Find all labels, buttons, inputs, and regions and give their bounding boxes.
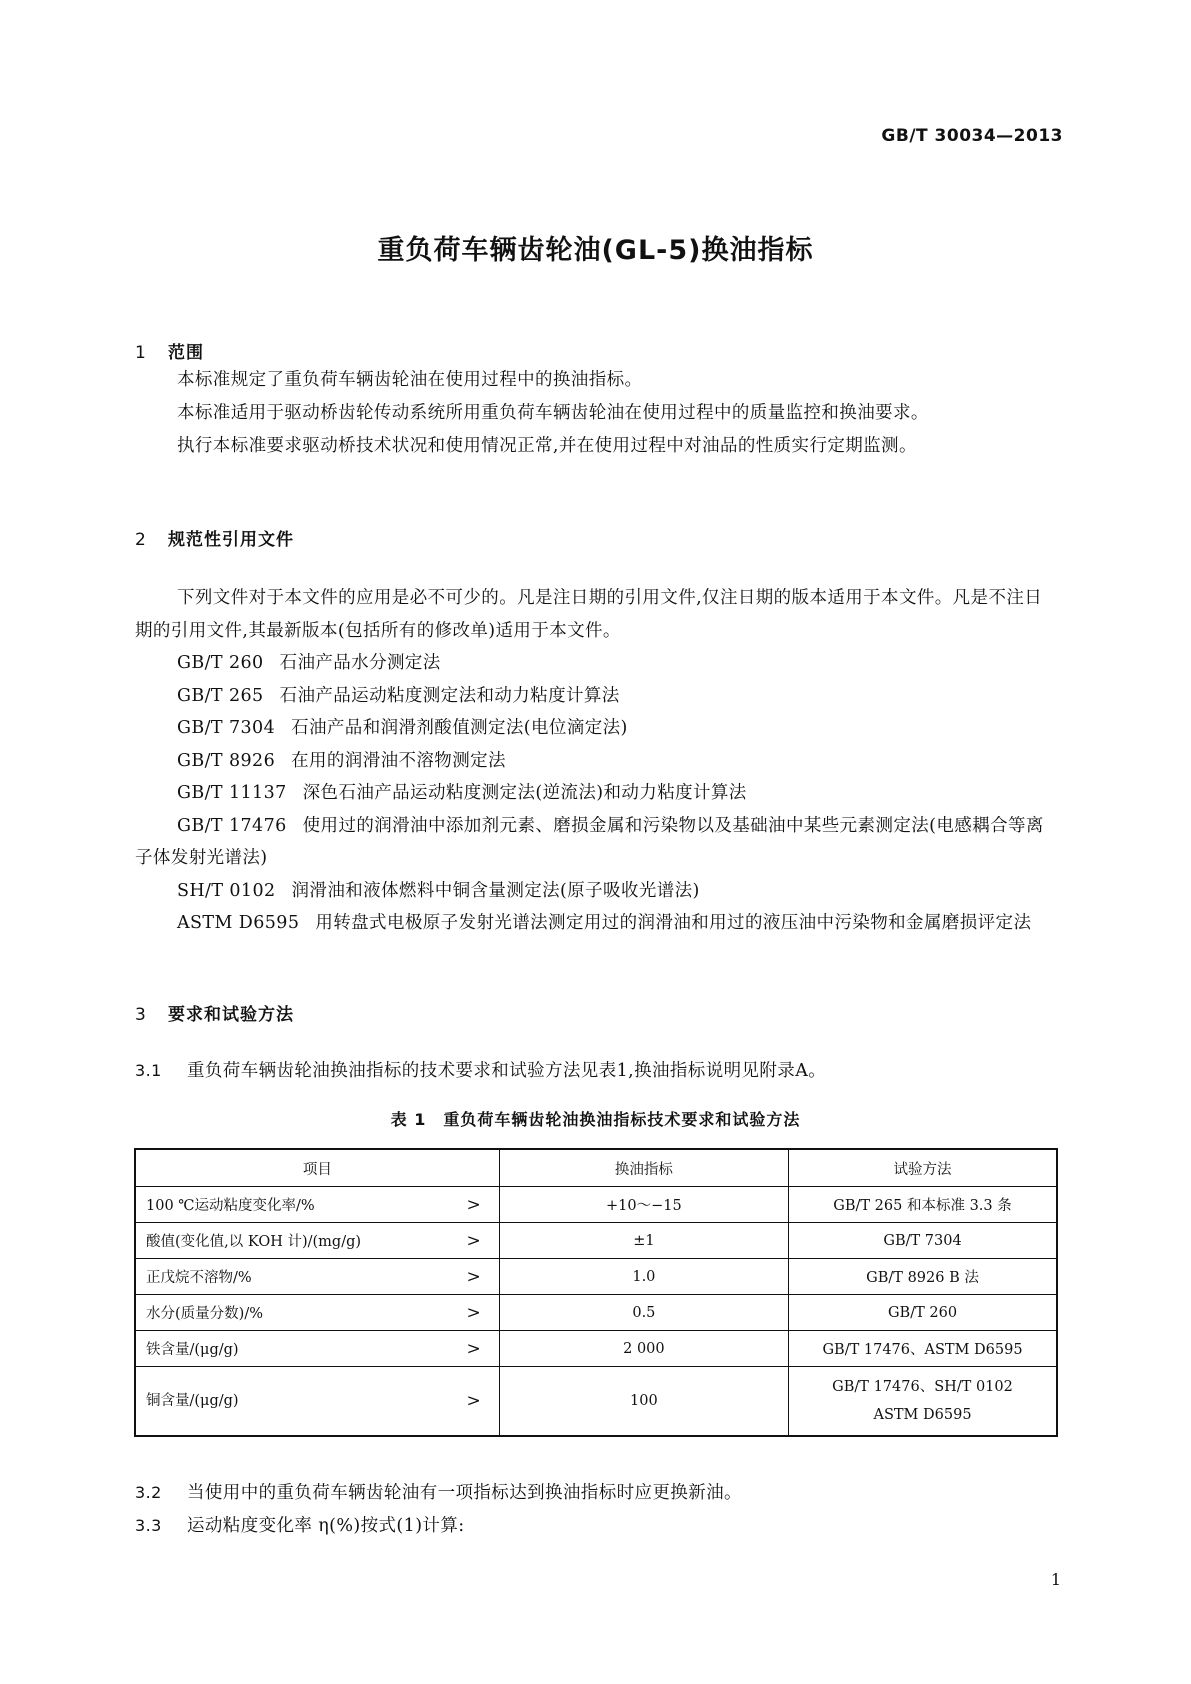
section-number: 3 xyxy=(135,1005,147,1025)
clause-3-3 xyxy=(135,1511,1060,1541)
item-cell xyxy=(135,1295,499,1331)
reference-title: 石油产品水分测定法 xyxy=(279,653,441,673)
method-cell: GB/T 17476、ASTM D6595 xyxy=(789,1331,1057,1367)
reference-title: 使用过的润滑油中添加剂元素、磨损金属和污染物以及基础油中某些元素测定法(电感耦合等离子体发射光谱法) xyxy=(135,815,1044,868)
limit-cell: 2 000 xyxy=(499,1331,788,1367)
table-row xyxy=(135,1187,1057,1223)
table-row xyxy=(135,1367,1057,1437)
scope-paragraph: 本标准规定了重负荷车辆齿轮油在使用过程中的换油指标。 xyxy=(177,370,643,390)
item-cell xyxy=(135,1187,499,1223)
comparator: > xyxy=(466,1194,481,1215)
clause-text: 运动粘度变化率 η(%)按式(1)计算: xyxy=(187,1516,465,1536)
limit-cell: +10～−15 xyxy=(499,1187,788,1223)
reference-item xyxy=(135,680,1060,713)
reference-item xyxy=(135,875,1060,908)
section-3-heading xyxy=(135,1000,294,1025)
reference-item xyxy=(135,777,1060,810)
item-label: 100 ℃运动粘度变化率/% xyxy=(146,1198,315,1214)
clause-number: 3.3 xyxy=(135,1516,162,1535)
scope-paragraph: 本标准适用于驱动桥齿轮传动系统所用重负荷车辆齿轮油在使用过程中的质量监控和换油要求。 xyxy=(177,403,929,423)
table-row xyxy=(135,1331,1057,1367)
section-number: 2 xyxy=(135,530,147,550)
column-header: 试验方法 xyxy=(789,1149,1057,1187)
reference-title: 在用的润滑油不溶物测定法 xyxy=(291,750,506,771)
item-cell xyxy=(135,1223,499,1259)
item-label: 铁含量/(μg/g) xyxy=(146,1342,239,1358)
item-cell xyxy=(135,1367,499,1437)
section-title: 范围 xyxy=(168,343,204,363)
item-label: 铜含量/(μg/g) xyxy=(146,1393,239,1409)
limit-cell: 0.5 xyxy=(499,1295,788,1331)
standard-code: GB/T 30034—2013 xyxy=(881,126,1063,146)
comparator: > xyxy=(466,1230,481,1251)
reference-title: 润滑油和液体燃料中铜含量测定法(原子吸收光谱法) xyxy=(291,880,700,901)
column-header: 项目 xyxy=(135,1149,499,1187)
reference-code: SH/T 0102 xyxy=(177,880,276,901)
limit-cell: 1.0 xyxy=(499,1259,788,1295)
document-title: 重负荷车辆齿轮油(GL-5)换油指标 xyxy=(377,235,814,266)
item-label: 正戊烷不溶物/% xyxy=(146,1270,252,1286)
reference-code: GB/T 7304 xyxy=(177,718,276,738)
comparator: > xyxy=(466,1266,481,1287)
reference-item xyxy=(135,907,1060,940)
references-intro: 下列文件对于本文件的应用是必不可少的。凡是注日期的引用文件,仅注日期的版本适用于本文件。凡是不注日期的引用文件,其最新版本(包括所有的修改单)适用于本文件。 xyxy=(135,588,1043,641)
reference-title: 石油产品和润滑剂酸值测定法(电位滴定法) xyxy=(291,718,628,738)
item-cell xyxy=(135,1331,499,1367)
comparator: > xyxy=(466,1302,481,1323)
method-cell: GB/T 7304 xyxy=(789,1223,1057,1259)
reference-title: 深色石油产品运动粘度测定法(逆流法)和动力粘度计算法 xyxy=(302,783,747,803)
section-title: 规范性引用文件 xyxy=(168,530,294,550)
reference-item xyxy=(135,810,1060,875)
scope-paragraph: 执行本标准要求驱动桥技术状况和使用情况正常,并在使用过程中对油品的性质实行定期监测。 xyxy=(177,436,917,456)
page-number: 1 xyxy=(1050,1570,1061,1589)
column-header: 换油指标 xyxy=(499,1149,788,1187)
normative-references xyxy=(135,582,1060,940)
reference-item xyxy=(135,745,1060,778)
reference-item xyxy=(135,647,1060,680)
comparator: > xyxy=(466,1338,481,1359)
method-line: GB/T 17476、SH/T 0102 xyxy=(832,1379,1013,1395)
clause-3-2 xyxy=(135,1478,1060,1508)
item-label: 酸值(变化值,以 KOH 计)/(mg/g) xyxy=(146,1234,362,1250)
table-header-row xyxy=(135,1149,1057,1187)
table-row xyxy=(135,1223,1057,1259)
clause-text: 重负荷车辆齿轮油换油指标的技术要求和试验方法见表1,换油指标说明见附录A。 xyxy=(187,1061,827,1081)
item-label: 水分(质量分数)/% xyxy=(146,1306,263,1322)
requirements-table xyxy=(134,1148,1058,1437)
method-cell xyxy=(789,1367,1057,1437)
method-cell: GB/T 8926 B 法 xyxy=(789,1259,1057,1295)
item-cell xyxy=(135,1259,499,1295)
method-cell: GB/T 260 xyxy=(789,1295,1057,1331)
section-title: 要求和试验方法 xyxy=(168,1005,294,1025)
method-cell: GB/T 265 和本标准 3.3 条 xyxy=(789,1187,1057,1223)
reference-code: GB/T 17476 xyxy=(177,815,287,836)
reference-item xyxy=(135,712,1060,745)
method-line: ASTM D6595 xyxy=(873,1407,972,1423)
comparator: > xyxy=(466,1391,481,1411)
section-number: 1 xyxy=(135,343,147,363)
reference-title: 用转盘式电极原子发射光谱法测定用过的润滑油和用过的液压油中污染物和金属磨损评定法 xyxy=(315,913,1032,933)
limit-cell: ±1 xyxy=(499,1223,788,1259)
clause-3-1 xyxy=(135,1056,1060,1086)
reference-code: GB/T 265 xyxy=(177,685,264,706)
section-1-heading xyxy=(135,338,204,363)
reference-code: ASTM D6595 xyxy=(177,913,300,933)
clause-text: 当使用中的重负荷车辆齿轮油有一项指标达到换油指标时应更换新油。 xyxy=(187,1483,742,1503)
limit-cell: 100 xyxy=(499,1367,788,1437)
reference-code: GB/T 260 xyxy=(177,653,264,673)
table-caption: 表 1 重负荷车辆齿轮油换油指标技术要求和试验方法 xyxy=(390,1110,801,1129)
clause-number: 3.2 xyxy=(135,1483,162,1502)
reference-title: 石油产品运动粘度测定法和动力粘度计算法 xyxy=(279,685,620,706)
section-2-heading xyxy=(135,525,294,550)
table-row xyxy=(135,1295,1057,1331)
clause-number: 3.1 xyxy=(135,1061,162,1080)
table-row xyxy=(135,1259,1057,1295)
scope-text xyxy=(135,364,1060,463)
reference-code: GB/T 8926 xyxy=(177,750,276,771)
reference-code: GB/T 11137 xyxy=(177,783,287,803)
